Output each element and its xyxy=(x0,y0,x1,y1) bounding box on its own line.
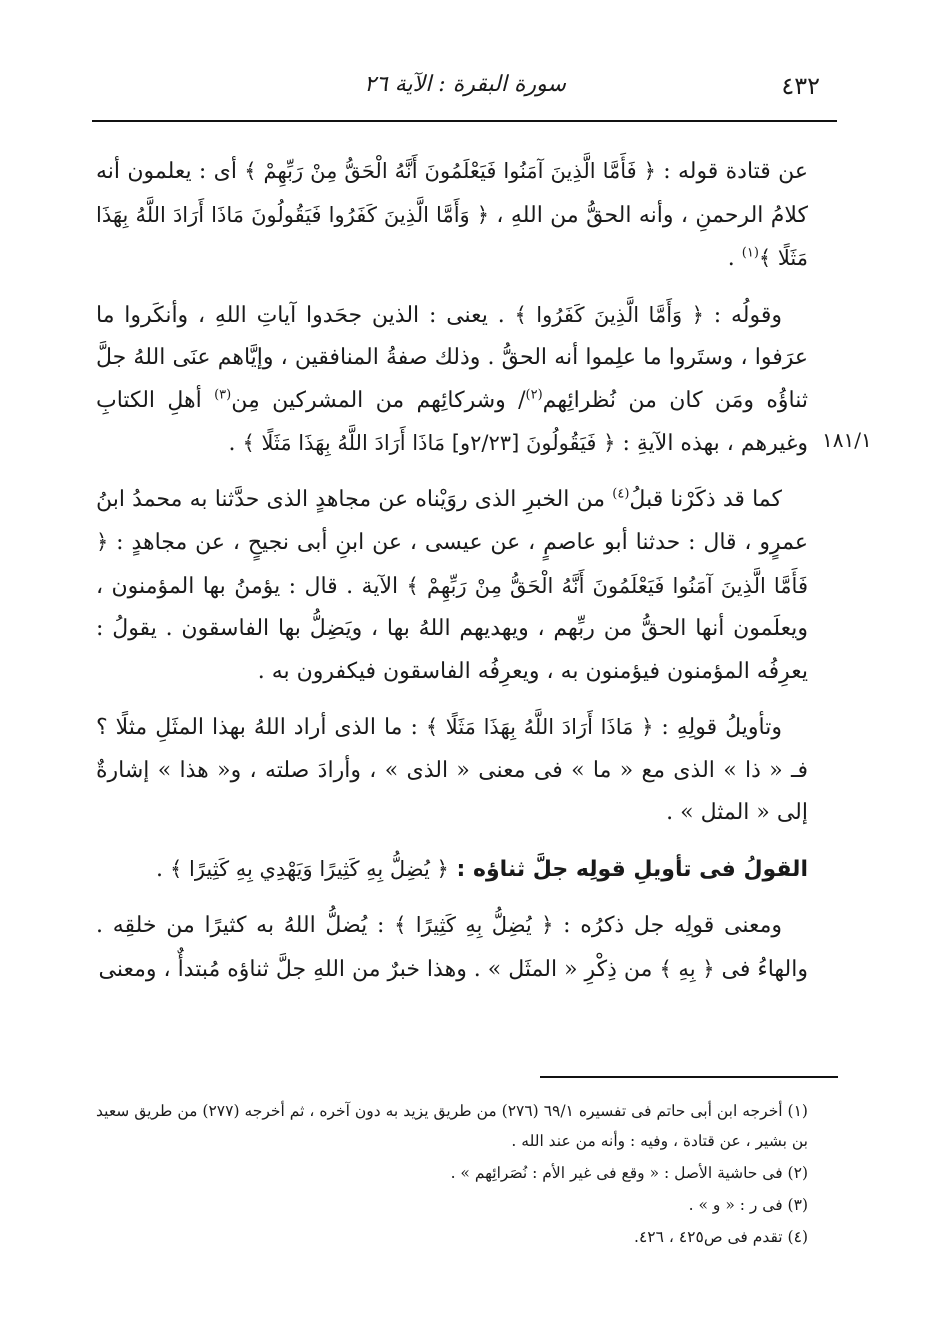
quran-quote: ﴿ وَأَمَّا الَّذِينَ كَفَرُوا ﴾ xyxy=(514,302,704,327)
footnote-ref: (٤) xyxy=(612,486,630,502)
quran-quote: ﴿ وَأَمَّا الَّذِينَ كَفَرُوا فَيَقُولُونَ مَاذَا أَرَادَ اللَّهُ بِهَذَا مَثَلًا ﴾ xyxy=(96,202,808,270)
footnote: (١) أخرجه ابن أبى حاتم فى تفسيره ٦٩/١ (٢٧٦) من طريق يزيد به دون آخره ، ثم أخرجه (٢٧٧) من طريق سعيد بن بشير ، عن قتادة ، وفيه : وأنه من عند الله . xyxy=(96,1102,808,1150)
paragraph xyxy=(96,904,808,991)
text-run: أهلِ الكتابِ وغيرهم ، بهذه الآيةِ : xyxy=(96,387,808,456)
footnote-ref: (٢) xyxy=(525,387,543,403)
footnote: (٤) تقدم فى ص٤٢٥ ، ٤٢٦. xyxy=(634,1228,808,1246)
text-run: : ما الذى أراد اللهُ بهذا المثَلِ مثلًا ؟ فـ « ذا » الذى مع « ما » فى معنى « الذى » ، وأرادَ صلته ، و« هذا » إشارةٌ إلى « المثل » . xyxy=(96,715,808,825)
paragraph xyxy=(96,479,808,694)
paragraph xyxy=(96,150,808,281)
text-run: الآية . قال : يؤمنُ بها المؤمنون ، ويعلَمون أنها الحقُّ من ربِّهم ، ويهديهم اللهُ بها ، ويَضِلُّ بها الفاسقون . يقولُ : يعرِفُه المؤمنون فيؤمنون به ، ويعرِفُه الفاسقون فيكفرون به . xyxy=(96,573,808,684)
quran-quote: ﴿ فَأَمَّا الَّذِينَ آمَنُوا فَيَعْلَمُونَ أَنَّهُ الْحَقُّ مِنْ رَبِّهِمْ ﴾ xyxy=(244,159,656,183)
quran-quote: ﴿ مَاذَا أَرَادَ اللَّهُ بِهَذَا مَثَلًا ﴾ xyxy=(425,715,654,739)
paragraph xyxy=(96,294,808,466)
text-run: : يُضلُّ اللهُ به كثيرًا من خلقِه . والهاءُ فى xyxy=(96,913,808,982)
text-run: عن قتادة قوله : xyxy=(655,159,808,184)
page-header xyxy=(92,68,838,108)
quran-quote: ﴿ فَأَمَّا الَّذِينَ آمَنُوا فَيَعْلَمُونَ أَنَّهُ الْحَقُّ مِنْ رَبِّهِمْ ﴾ xyxy=(96,530,808,598)
text-run: أى : يعلمون أنه كلامُ الرحمنِ ، وأنه الحقُّ من اللهِ ، xyxy=(96,159,808,228)
text-run: . xyxy=(156,856,171,882)
running-title: سورة البقرة : الآية ٢٦ xyxy=(364,72,566,97)
footnote-rule xyxy=(540,1076,838,1078)
text-run: من الخبرِ الذى روَيْناه عن مجاهدٍ الذى حدَّثنا به محمدُ ابنُ عمرٍو ، قال : حدثنا أبو عاصمٍ ، عن عيسى ، عن ابنِ أبى نجيحٍ ، عن مجاهدٍ : xyxy=(96,486,808,555)
text-run: . يعنى : الذين جحَدوا آياتِ اللهِ ، وأنكَروا ما عرَفوا ، وستَروا ما علِموا أنه الحقُّ . وذلك صفةُ المنافقين ، وإيَّاهم عنَى اللهُ جلَّ ثناؤُه ومَن كان من نُظرائِهم xyxy=(96,302,809,413)
text-run: وتأويلُ قولِهِ : xyxy=(653,715,782,740)
page-number: ٤٣٢ xyxy=(781,72,820,100)
text-run: ومعنى قولِه جل ذكرُه : xyxy=(553,913,782,938)
section-heading xyxy=(96,848,808,892)
footnote: (٢) فى حاشية الأصل : « وقع فى غير الأم : نُصَرائِهم » . xyxy=(450,1164,808,1182)
quran-quote: ﴿ فَيَقُولُونَ [٢/٢٣و] مَاذَا أَرَادَ اللَّهُ بِهَذَا مَثَلًا ﴾ xyxy=(242,431,616,455)
quran-quote: ﴿ بِهِ ﴾ xyxy=(659,956,715,981)
text-run: . xyxy=(727,246,742,271)
quran-quote: ﴿ يُضِلُّ بِهِ كَثِيرًا وَيَهْدِي بِهِ كَثِيرًا ﴾ xyxy=(170,856,449,881)
main-text xyxy=(96,150,808,1004)
text-run: . xyxy=(228,431,243,456)
text-run: وقولُه : xyxy=(703,302,782,328)
footnote: (٣) فى ر : « و » . xyxy=(688,1196,808,1214)
footnotes xyxy=(96,1096,808,1254)
manuscript-folio-marker: ١٨١/١ xyxy=(822,428,872,452)
quran-quote: ﴿ يُضِلُّ بِهِ كَثِيرًا ﴾ xyxy=(394,913,554,937)
header-rule xyxy=(92,120,837,122)
paragraph xyxy=(96,706,808,835)
text-run: من ذِكْرِ « المثَل » . وهذا خبرٌ من اللهِ جلَّ ثناؤه مُبتدأٌ ، ومعنى xyxy=(98,956,660,982)
footnote-ref: (١) xyxy=(741,245,759,261)
heading-text: القولُ فى تأويلِ قولِه جلَّ ثناؤه : xyxy=(448,856,808,882)
text-run: كما قد ذكَرْنا قبلُ xyxy=(629,486,782,512)
text-run: / وشركائِهم من المشركين مِن xyxy=(231,387,526,413)
footnote-ref: (٣) xyxy=(214,387,232,403)
